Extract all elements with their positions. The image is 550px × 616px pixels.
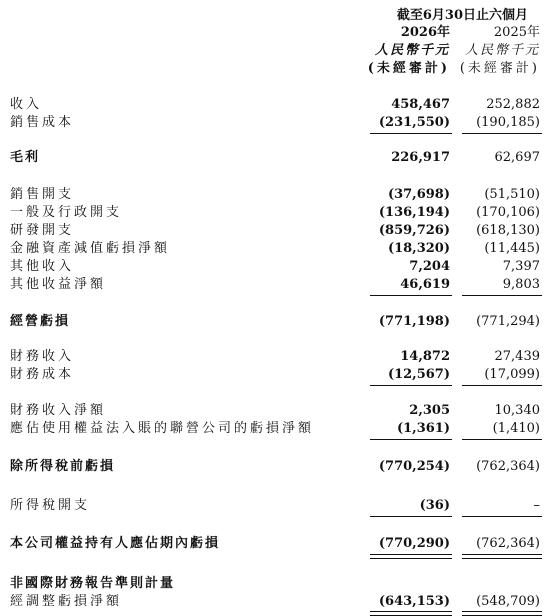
value-2026: (643,153) — [378, 594, 450, 609]
row-label: 銷售成本 — [10, 115, 75, 130]
row-admin-expenses — [0, 204, 550, 221]
row-label: 銷售開支 — [10, 187, 75, 202]
row-label: 研發開支 — [10, 223, 75, 238]
row-revenue — [0, 96, 550, 113]
value-2025: (762,364) — [476, 536, 540, 551]
value-2025: 10,340 — [494, 403, 540, 418]
value-2025: 252,882 — [486, 97, 540, 112]
row-gross-profit — [0, 149, 550, 166]
row-share-of-associate-losses — [0, 420, 550, 437]
value-2025: (618,130) — [476, 223, 540, 238]
value-2026: (770,290) — [378, 536, 450, 551]
row-net-finance-income — [0, 402, 550, 419]
year-2025-heading: 2025年 — [493, 25, 540, 40]
subtotal-rule-2025 — [462, 439, 542, 440]
value-2026: (231,550) — [378, 115, 450, 130]
value-2026: 14,872 — [400, 349, 450, 364]
row-other-gains — [0, 276, 550, 293]
unit-2026-heading: 人民幣千元 — [374, 43, 450, 58]
row-label: 財務收入 — [10, 349, 75, 364]
value-2026: (12,567) — [387, 367, 450, 382]
value-2025: (762,364) — [476, 459, 540, 474]
value-2025: 27,439 — [494, 349, 540, 364]
value-2025: (51,510) — [484, 187, 540, 202]
value-2025: (548,709) — [476, 594, 540, 609]
value-2025: 9,803 — [502, 277, 540, 292]
row-non-ifrs-heading — [0, 575, 550, 592]
value-2026: (18,320) — [387, 241, 450, 256]
total-double-rule-2025 — [462, 611, 542, 616]
section-heading: 非國際財務報告準則計量 — [10, 576, 176, 591]
row-label: 所得稅開支 — [10, 498, 91, 513]
value-2025: (170,106) — [476, 205, 540, 220]
value-2026: (770,254) — [378, 459, 450, 474]
value-2026: 458,467 — [391, 97, 450, 112]
row-label: 除所得稅前虧損 — [10, 459, 116, 474]
value-2025: (17,099) — [484, 367, 540, 382]
year-2026-heading: 2026年 — [400, 25, 450, 40]
row-loss-before-tax — [0, 458, 550, 475]
row-label: 一般及行政開支 — [10, 205, 123, 220]
row-impairment-losses — [0, 240, 550, 257]
total-double-rule-2025 — [462, 554, 542, 559]
value-2025: 62,697 — [494, 150, 540, 165]
value-2026: 7,204 — [409, 259, 450, 274]
value-2026: (1,361) — [396, 421, 450, 436]
audit-2025-heading: (未經審計) — [459, 61, 540, 76]
value-2025: (771,294) — [476, 314, 540, 329]
row-label: 金融資產減值虧損淨額 — [10, 241, 171, 256]
value-2025: – — [533, 498, 540, 513]
row-operating-loss — [0, 313, 550, 330]
audit-2026-heading: (未經審計) — [367, 61, 450, 76]
row-rnd-expenses — [0, 222, 550, 239]
subtotal-rule-2026 — [370, 516, 452, 517]
value-2026: 226,917 — [391, 150, 450, 165]
subtotal-rule-2026 — [370, 295, 452, 296]
row-label: 其他收入 — [10, 259, 75, 274]
value-2025: (190,185) — [476, 115, 540, 130]
value-2026: (36) — [419, 498, 450, 513]
subtotal-rule-2026 — [370, 439, 452, 440]
value-2025: 7,397 — [502, 259, 540, 274]
subtotal-rule-2025 — [462, 133, 542, 134]
row-label: 財務成本 — [10, 367, 75, 382]
unit-2025-heading: 人民幣千元 — [464, 43, 540, 58]
row-loss-attributable — [0, 535, 550, 552]
row-finance-income — [0, 348, 550, 365]
value-2025: (1,410) — [492, 421, 540, 436]
row-label: 毛利 — [10, 150, 41, 165]
period-heading: 截至6月30日止六個月 — [396, 8, 528, 23]
row-label: 經營虧損 — [10, 314, 71, 329]
total-double-rule-2026 — [370, 554, 452, 559]
value-2026: (136,194) — [378, 205, 450, 220]
row-other-income — [0, 258, 550, 275]
row-label: 本公司權益持有人應佔期內虧損 — [10, 536, 221, 551]
row-label: 應佔使用權益法入賬的聯營公司的虧損淨額 — [10, 421, 315, 436]
value-2026: 2,305 — [409, 403, 450, 418]
subtotal-rule-2025 — [462, 295, 542, 296]
row-label: 財務收入淨額 — [10, 403, 107, 418]
subtotal-rule-2025 — [462, 516, 542, 517]
row-label: 其他收益淨額 — [10, 277, 107, 292]
value-2026: (859,726) — [378, 223, 450, 238]
value-2026: 46,619 — [400, 277, 450, 292]
value-2026: (37,698) — [387, 187, 450, 202]
subtotal-rule-2026 — [370, 385, 452, 386]
row-selling-expenses — [0, 186, 550, 203]
row-cost-of-sales — [0, 114, 550, 131]
row-label: 經調整虧損淨額 — [10, 594, 123, 609]
total-double-rule-2026 — [370, 611, 452, 616]
row-income-tax — [0, 497, 550, 514]
subtotal-rule-2025 — [462, 385, 542, 386]
value-2025: (11,445) — [484, 241, 540, 256]
row-finance-costs — [0, 366, 550, 383]
subtotal-rule-2026 — [370, 133, 452, 134]
value-2026: (771,198) — [378, 314, 450, 329]
row-adjusted-net-loss — [0, 593, 550, 610]
row-label: 收入 — [10, 97, 43, 112]
